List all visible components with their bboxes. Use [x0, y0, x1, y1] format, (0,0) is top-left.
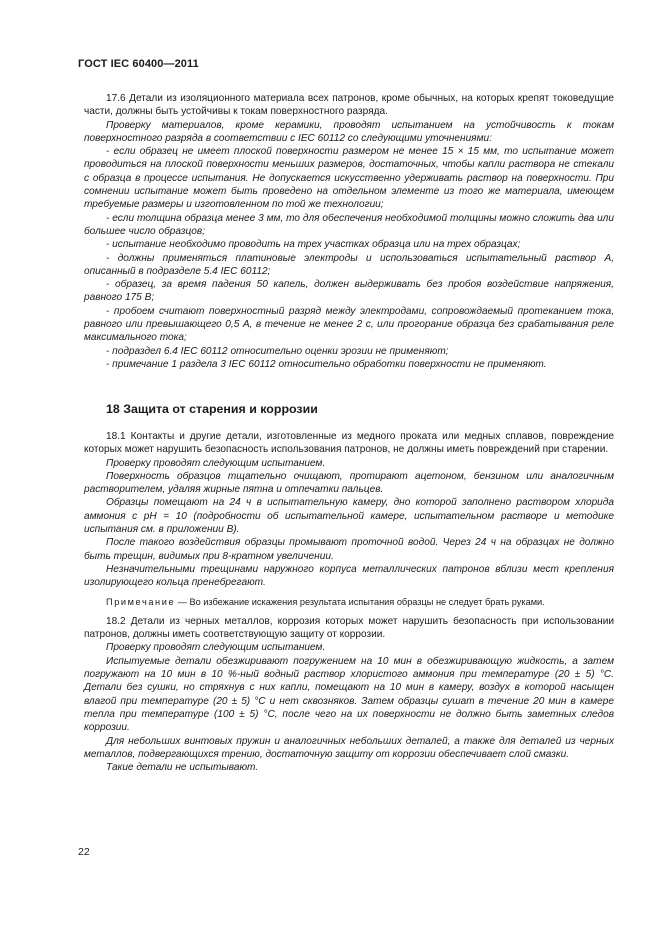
clause-17-6-intro: 17.6 Детали из изоляционного материала всех патронов, кроме обычных, на которых крепят токоведущие части, должны быть устойчивы к токам поверхностного разряда.	[84, 93, 614, 118]
list-item: - должны применяться платиновые электроды и использоваться испытательный раствор А, описанный в подразделе 5.4 IEC 60112;	[84, 252, 614, 277]
paragraph: Испытуемые детали обезжиривают погружением на 10 мин в обезжиривающую жидкость, а затем погружают на 10 мин в 10 %-ный водный раствор хлористого аммония при температуре (20 ± 5) °С. Детали без сушки, но стряхнув с них капли, помещают на 10 мин в камеру, воздух в которой насыщен влагой при температуре (20 ± 5) °С и нет сквозняков. Затем образцы сушат в течение 20 мин в камере тепла при температуре (100 ± 5) °С, после чего на их поверхности не должно быть заметных следов коррозии.	[84, 655, 614, 734]
clause-18-2-intro: 18.2 Детали из черных металлов, коррозия которых может нарушить безопасность при использовании патронов, должны иметь соответствующую защиту от коррозии.	[84, 615, 614, 641]
paragraph: Такие детали не испытывают.	[106, 762, 259, 774]
clause-17-6-check: Проверку материалов, кроме керамики, проводят испытанием на устойчивость к токам поверхностного разряда в соответствии с IEC 60112 со следующими уточнениями:	[84, 119, 614, 144]
list-item: - испытание необходимо проводить на трех участках образца или на трех образцах;	[106, 239, 521, 251]
note	[84, 596, 614, 609]
page-number: 22	[78, 846, 90, 858]
list-item: - пробоем считают поверхностный разряд между электродами, сопровождаемый протеканием тока, равного или превышающего 0,5 А, в течение не менее 2 с, или прогорание образца без срабатывания реле максимального тока;	[84, 305, 614, 344]
note-text: — Во избежание искажения результата испытания образцы не следует брать руками.	[175, 596, 545, 607]
paragraph: Проверку проводят следующим испытанием.	[106, 642, 326, 654]
list-item: - подраздел 6.4 IEC 60112 относительно оценки эрозии не применяют;	[106, 345, 449, 357]
document-header: ГОСТ IEC 60400—2011	[78, 58, 199, 70]
note-label: Примечание	[106, 596, 176, 607]
list-item: - примечание 1 раздела 3 IEC 60112 относительно обработки поверхности не применяют.	[106, 358, 547, 370]
list-item: - если толщина образца менее 3 мм, то для обеспечения необходимой толщины можно сложить два или большее число образцов;	[84, 212, 614, 237]
paragraph: Проверку проводят следующим испытанием.	[106, 457, 326, 469]
clause-17-6	[84, 92, 614, 371]
clause-18-1-intro: 18.1 Контакты и другие детали, изготовленные из медного проката или медных сплавов, повреждение которых может нарушить безопасность использования патронов, не должны иметь повреждений при старении.	[84, 431, 614, 456]
clause-18-body	[84, 430, 614, 774]
paragraph: Поверхность образцов тщательно очищают, протирают ацетоном, бензином или аналогичным растворителем, удаляя жирные пятна и отпечатки пальцев.	[84, 470, 614, 496]
paragraph: После такого воздействия образцы промывают проточной водой. Через 24 ч на образцах не должно быть трещин, видимых при 8-кратном увеличении.	[84, 537, 614, 562]
section-18-title: 18 Защита от старения и коррозии	[106, 402, 318, 416]
paragraph: Образцы помещают на 24 ч в испытательную камеру, дно которой заполнено раствором хлорида аммония с pH = 10 (подробности об испытательной камере, испытательном растворе и методике испытания см. в приложении В).	[84, 497, 614, 536]
paragraph: Для небольших винтовых пружин и аналогичных небольших деталей, а также для деталей из черных металлов, подвергающихся трению, достаточную защиту от коррозии обеспечивает слой смазки.	[84, 735, 614, 760]
paragraph: Незначительными трещинами наружного корпуса металлических патронов вблизи мест крепления изолирующего кольца пренебрегают.	[84, 563, 614, 589]
list-item: - если образец не имеет плоской поверхности размером не менее 15 × 15 мм, то испытание может проводиться на плоской поверхности меньших размеров, достаточных, чтобы капли раствора не стекали с образца в процессе испытания. Не допускается искусственно удерживать раствор на поверхности. При сомнении испытание может быть проведено на отдельном элементе из того же материала, имеющем требуемые размеры и изготовленном по той же технологии;	[84, 146, 614, 211]
list-item: - образец, за время падения 50 капель, должен выдерживать без пробоя воздействие напряжения, равного 175 В;	[84, 279, 614, 304]
